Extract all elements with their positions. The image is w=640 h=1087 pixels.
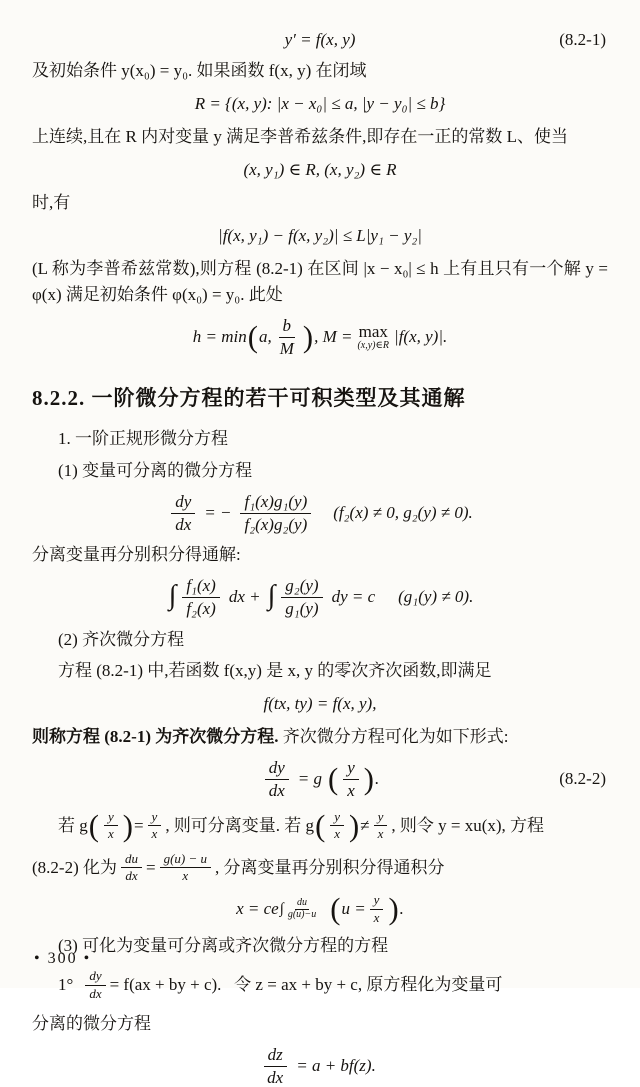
case-number: 1° — [58, 975, 74, 995]
para-lipschitz-condition: 上连续,且在 R 内对变量 y 满足李普希兹条件,即存在一正的常数 L、使当 — [32, 126, 568, 146]
fraction-dy-dx: $\frac{dy}{dx}$ — [171, 492, 195, 534]
item-normal-form: 1. 一阶正规形微分方程 — [58, 429, 228, 449]
equation-lipschitz-inequality: |f(x, y₁) − f(x, y₂)| ≤ L|y₁ − y₂| — [218, 226, 422, 246]
fraction-g2-over-g1: $\frac{\text{g₂(y)}}{\text{g₁(y)}}$ — [281, 576, 322, 618]
fraction-b-over-M: $\frac{b}{M}$ — [279, 316, 294, 358]
equation-separable — [32, 492, 608, 534]
fraction-dy-dx: $\frac{dy}{dx}$ — [265, 758, 289, 800]
left-paren: ( — [247, 319, 258, 354]
fraction-y-over-x: $\frac{y}{x}$ — [148, 810, 162, 842]
para-uniqueness: (L 称为李普希兹常数),则方程 (8.2-1) 在区间 |x − x₀| ≤ h 上有且只有一个解 y = φ(x) 满足初始条件 φ(x₀) = y₀. 此处 — [32, 258, 608, 304]
max-operator — [357, 323, 389, 351]
u-definition: u = — [341, 899, 366, 919]
left-paren: ( — [330, 891, 341, 926]
fraction-y-over-x: $\frac{y}{x}$ — [370, 893, 384, 925]
fraction-y-over-x: $\frac{y}{x}$ — [104, 810, 118, 842]
eq-h-lhs: h = min — [192, 327, 247, 347]
fraction-dz-dx: $\frac{dz}{dx}$ — [263, 1045, 287, 1087]
para-homogeneous-intro: 方程 (8.2-1) 中,若函数 f(x,y) 是 x, y 的零次齐次函数,即满足 — [58, 660, 492, 680]
condition-g1-nonzero: (g₁(y) ≠ 0). — [398, 587, 474, 607]
equation-dz-dx — [32, 1045, 608, 1087]
right-paren: ) — [388, 891, 399, 926]
para-separate-variables: 分离变量再分别积分得通解: — [32, 545, 241, 565]
page-number: • 300 • — [34, 950, 92, 967]
fraction-gu-minus-u-over-x: $\frac{g(u) - u}{x}$ — [160, 852, 211, 884]
fraction-y-over-x: $\frac{y}{x}$ — [343, 758, 359, 800]
item-reducible-equations: (3) 可化为变量可分离或齐次微分方程的方程 — [58, 935, 389, 955]
equation-general-integral — [32, 893, 608, 925]
eq-z-rhs: = a + bf(z). — [296, 1056, 376, 1076]
max-subscript: (x,y)∈R — [357, 339, 390, 351]
equation-8-2-2 — [32, 758, 608, 800]
para-when-have: 时,有 — [32, 192, 71, 212]
equation-tag-8-2-2: (8.2-2) — [559, 769, 606, 789]
equation-homogeneity-definition: f(tx, ty) = f(x, y), — [263, 694, 377, 714]
para-initial-condition: 及初始条件 y(x₀) = y₀. 如果函数 f(x, y) 在闭域 — [32, 61, 367, 80]
item-separable-equation: (1) 变量可分离的微分方程 — [58, 460, 253, 480]
para-case1-line1: 1° $\frac{dy}{dx}$ = f(ax + by + c). 令 z = ax + by + c, 原方程化为变量可 — [58, 968, 503, 1001]
homogeneous-name-rest: 齐次微分方程可化为如下形式: — [278, 726, 509, 746]
equation-h-min-max — [32, 316, 608, 358]
para-g-case-line1: 若 g ( $\frac{y}{x}$ ) = $\frac{y}{x}$ , 则可分离变量. 若 g ( $\frac{y}{x}$ ) ≠ $\frac{y}{x}$ , 则令 y = xu(x), 方程 — [58, 808, 545, 843]
eq-h-rhs: |f(x, y)|. — [394, 327, 448, 347]
fraction-f1g1-over-f2g2: $\frac{\text{f₁(x)g₁(y)}}{\text{f₂(x)g₂(y)}}$ — [240, 492, 311, 534]
integral-sign: ∫ — [168, 580, 177, 612]
fraction-f1-over-f2: $\frac{\text{f₁(x)}}{\text{f₂(x)}}$ — [182, 576, 220, 618]
equation-points-in-R: (x, y₁) ∈ R, (x, y₂) ∈ R — [243, 160, 397, 180]
exponent-integral — [280, 898, 320, 920]
fraction-y-over-x: $\frac{y}{x}$ — [374, 810, 388, 842]
para-case1-line2: 分离的微分方程 — [32, 1013, 151, 1033]
equation-general-solution-integrals — [32, 576, 608, 618]
homogeneous-name-bold: 则称方程 (8.2-1) 为齐次微分方程. — [32, 726, 279, 746]
period: . — [399, 899, 404, 919]
integral-sign: ∫ — [267, 580, 276, 612]
para-g-case-line2: (8.2-2) 化为 $\frac{du}{dx}$ = $\frac{g(u) - u}{x}$ , 分离变量再分别积分得通积分 — [32, 850, 445, 884]
equation-8-2-1-body: y′ = f(x, y) — [284, 30, 356, 49]
dx-plus: dx + — [228, 587, 261, 607]
right-paren: ) — [363, 761, 374, 796]
integral-sign: ∫ — [279, 900, 284, 917]
fraction-du-dx: $\frac{du}{dx}$ — [121, 852, 142, 884]
condition-separable: (f₂(x) ≠ 0, g₂(y) ≠ 0). — [333, 503, 473, 523]
left-paren: ( — [88, 808, 99, 843]
section-heading-8-2-2: 8.2.2. 一阶微分方程的若干可积类型及其通解 — [32, 386, 466, 411]
fraction-dy-dx: $\frac{dy}{dx}$ — [85, 969, 105, 1001]
dy-equals-c: dy = c — [331, 587, 376, 607]
equation-tag-8-2-1: (8.2-1) — [559, 30, 606, 49]
para-homogeneous-name — [32, 724, 608, 750]
left-paren: ( — [315, 808, 326, 843]
right-paren: ) — [122, 808, 133, 843]
eq-h-arg-a: a, — [258, 327, 272, 347]
max-label: max — [358, 322, 388, 342]
equals-minus: = − — [204, 503, 232, 523]
fraction-du-over-gu-minus-u: $\frac{du}{g(u)-u}$ — [287, 897, 317, 920]
equals-g: = g — [297, 769, 323, 789]
equation-8-2-1 — [32, 30, 608, 50]
period: . — [374, 769, 380, 789]
right-paren: ) — [302, 319, 314, 354]
left-paren: ( — [328, 761, 339, 796]
item-homogeneous-equation: (2) 齐次微分方程 — [58, 629, 185, 649]
eq-h-mid: , M = — [314, 327, 353, 347]
fraction-y-over-x: $\frac{y}{x}$ — [330, 810, 344, 842]
right-paren: ) — [349, 808, 360, 843]
equation-closed-domain: R = {(x, y): |x − x₀| ≤ a, |y − y₀| ≤ b} — [194, 94, 446, 114]
eq-sol-lhs: x = ce — [236, 899, 279, 919]
